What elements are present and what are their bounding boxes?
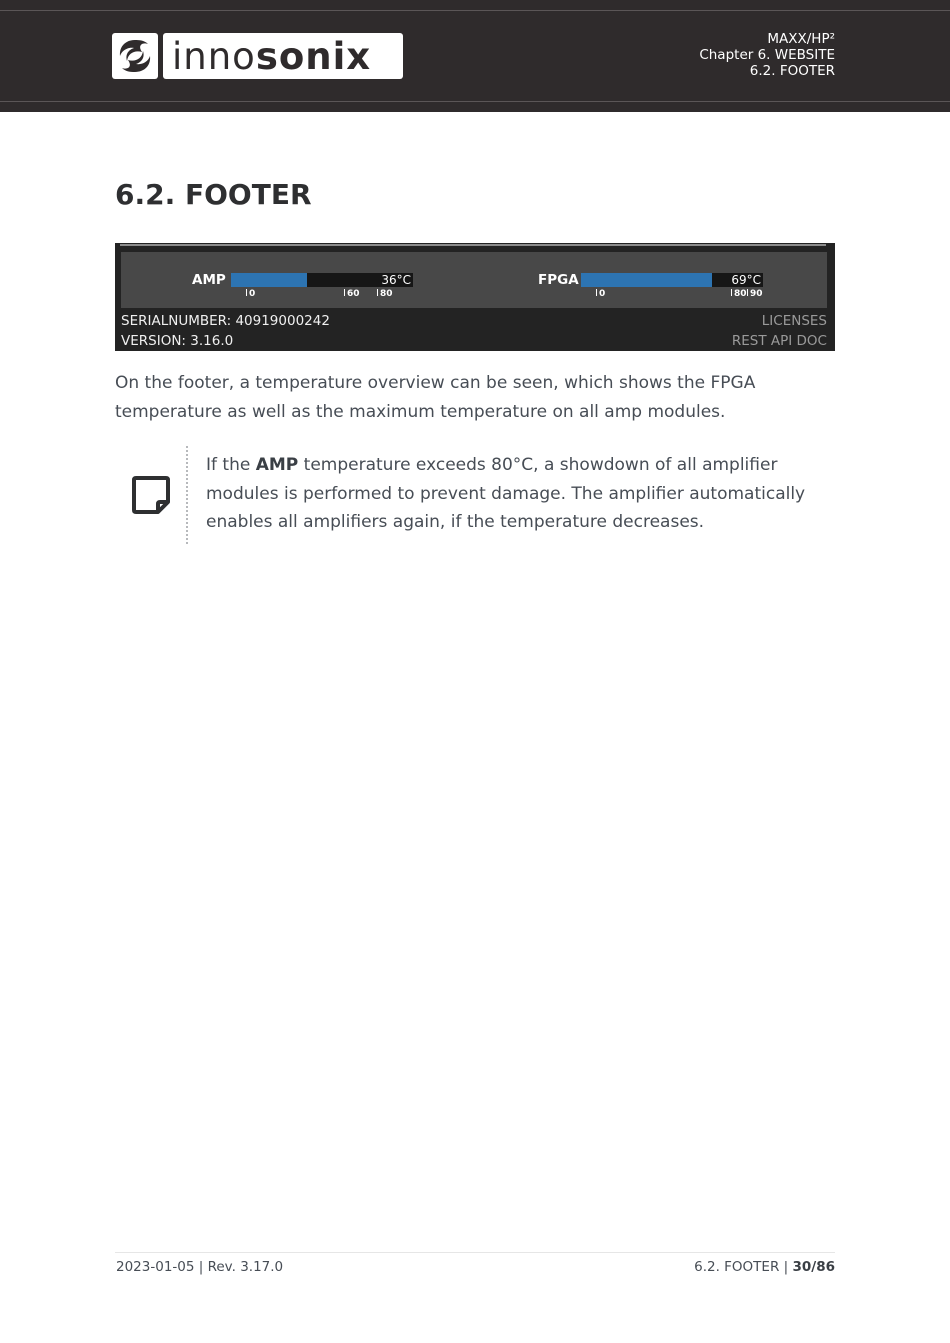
footer-screenshot (115, 243, 835, 351)
header-rule-bottom (0, 101, 950, 102)
footer-page-total: 86 (816, 1259, 835, 1275)
fpga-gauge-fill (581, 273, 712, 287)
footer-rule (115, 1252, 835, 1253)
fpga-gauge-value: 69°C (731, 273, 761, 287)
screenshot-top-line (120, 244, 826, 246)
amp-gauge-ticks (231, 288, 413, 300)
licenses-link[interactable]: LICENSES (761, 313, 827, 329)
fpga-gauge-ticks (581, 288, 763, 300)
note-text (206, 451, 806, 537)
fpga-tick-80: 80 (734, 289, 747, 299)
header-product: MAXX/HP² (767, 31, 835, 47)
description-paragraph: On the footer, a temperature overview can be seen, which shows the FPGA temperature as well as the maximum temperature on all amp modules. (115, 373, 756, 422)
logo-swirl-icon (112, 33, 158, 79)
note-prefix: If the (206, 455, 256, 475)
footer-section: 6.2. FOOTER | (694, 1259, 793, 1275)
footer-page-sep: / (811, 1259, 817, 1275)
note-admonition (115, 446, 835, 544)
footer-page-number: 30 (792, 1259, 812, 1275)
amp-tick-0: 0 (249, 289, 256, 299)
section-title: 6.2. FOOTER (115, 178, 312, 211)
footer-page-info (694, 1259, 835, 1275)
innosonix-logo (112, 33, 403, 79)
firmware-version: VERSION: 3.16.0 (121, 333, 234, 349)
logo-wordmark (163, 33, 403, 79)
logo-text-light: inno (172, 34, 256, 78)
note-suffix: temperature exceeds 80°C, a showdown of all amplifier modules is performed to prevent damage. The amplifier automatically enables all amplifiers again, if the temperature decreases. (206, 455, 806, 532)
fpga-gauge-bar (581, 273, 763, 287)
amp-tick-80: 80 (380, 289, 393, 299)
page-footer (115, 1259, 835, 1279)
amp-gauge-value: 36°C (381, 273, 411, 287)
amp-tick-60: 60 (347, 289, 360, 299)
amp-gauge-label: AMP (192, 272, 226, 288)
note-icon (129, 473, 173, 517)
amp-gauge-bar (231, 273, 413, 287)
amp-gauge-fill (231, 273, 307, 287)
fpga-tick-0: 0 (599, 289, 606, 299)
fpga-tick-90: 90 (750, 289, 763, 299)
page-header (0, 0, 950, 112)
fpga-gauge-label: FPGA (538, 272, 579, 288)
rest-api-doc-link[interactable]: REST API DOC (731, 333, 827, 349)
note-bold: AMP (255, 455, 299, 475)
header-rule-top (0, 10, 950, 11)
header-meta (699, 31, 835, 79)
note-divider (186, 446, 188, 544)
header-chapter: Chapter 6. WEBSITE (699, 47, 835, 63)
serial-number: SERIALNUMBER: 40919000242 (121, 313, 330, 329)
logo-text-bold: sonix (255, 34, 372, 78)
temperature-band (121, 252, 827, 308)
header-section: 6.2. FOOTER (749, 63, 835, 79)
footer-date-rev: 2023-01-05 | Rev. 3.17.0 (116, 1259, 284, 1275)
